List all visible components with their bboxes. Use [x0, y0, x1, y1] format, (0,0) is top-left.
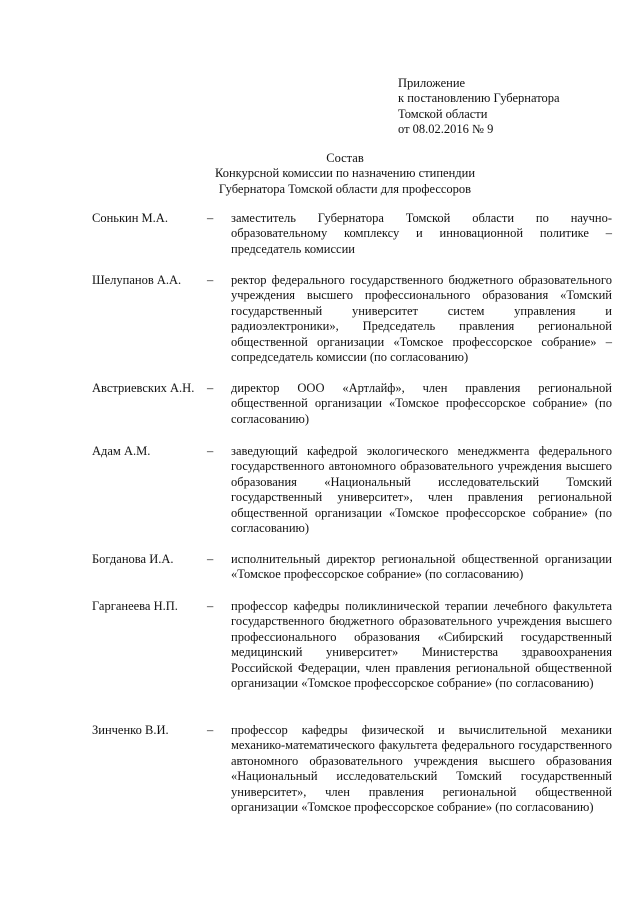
member-name: Зинченко В.И.	[92, 723, 169, 737]
member-dash: –	[207, 381, 214, 395]
member-dash: –	[207, 599, 214, 613]
member-description: исполнительный директор региональной общественной организации «Томское профессорское собрание» (по согласованию)	[231, 552, 612, 582]
member-description: директор ООО «Артлайф», член правления региональной общественной организации «Томское профессорское собрание» (по согласованию)	[231, 381, 612, 426]
member-dash: –	[207, 273, 214, 287]
member-description: профессор кафедры поликлинической терапии лечебного факультета государственного бюджетного образовательного учреждения высшего профессионального образования «Сибирский государственный медицинский университет» Министерства здравоохранения Российской Федерации, член правления региональной общественной организации «Томское профессорское собрание» (по согласованию)	[231, 599, 612, 691]
member-name: Австриевских А.Н.	[92, 381, 195, 395]
member-description: заместитель Губернатора Томской области по научно-образовательному комплексу и инновационной политике – председатель комиссии	[231, 211, 612, 256]
appendix-line: Приложение	[398, 76, 466, 90]
member-description: профессор кафедры физической и вычислительной механики механико-математического факультета федерального государственного автономного образовательного учреждения высшего образования «Национальный исследовательский Томский государственный университет», член правления региональной общественной организации «Томское профессорское собрание» (по согласованию)	[231, 723, 612, 815]
appendix-line: от 08.02.2016 № 9	[398, 122, 494, 137]
document-title	[150, 151, 540, 197]
appendix-header	[398, 76, 628, 138]
member-name: Богданова И.А.	[92, 552, 174, 566]
member-name: Гарганеева Н.П.	[92, 599, 178, 613]
member-dash: –	[207, 723, 214, 737]
member-dash: –	[207, 211, 214, 225]
member-description: ректор федерального государственного бюджетного образовательного учреждения высшего профессионального образования «Томский государственный университет систем управления и радиоэлектроники», Председатель правления региональной общественной организации «Томское профессорское собрание» – сопредседатель комиссии (по согласованию)	[231, 273, 612, 365]
member-name: Шелупанов А.А.	[92, 273, 182, 287]
title-line: Губернатора Томской области для профессоров	[218, 181, 472, 196]
appendix-line: к постановлению Губернатора	[398, 91, 560, 106]
title-line: Конкурсной комиссии по назначению стипендии	[214, 166, 476, 181]
appendix-line: Томской области	[398, 106, 488, 121]
member-description: заведующий кафедрой экологического менеджмента федерального государственного автономного образовательного учреждения высшего образования «Национальный исследовательский Томский государственный университет», член правления региональной общественной организации «Томское профессорское собрание» (по согласованию)	[231, 444, 612, 536]
member-dash: –	[207, 552, 214, 566]
member-name: Сонькин М.А.	[92, 211, 168, 225]
member-dash: –	[207, 444, 214, 458]
member-name: Адам А.М.	[92, 444, 151, 458]
title-line: Состав	[326, 151, 364, 165]
